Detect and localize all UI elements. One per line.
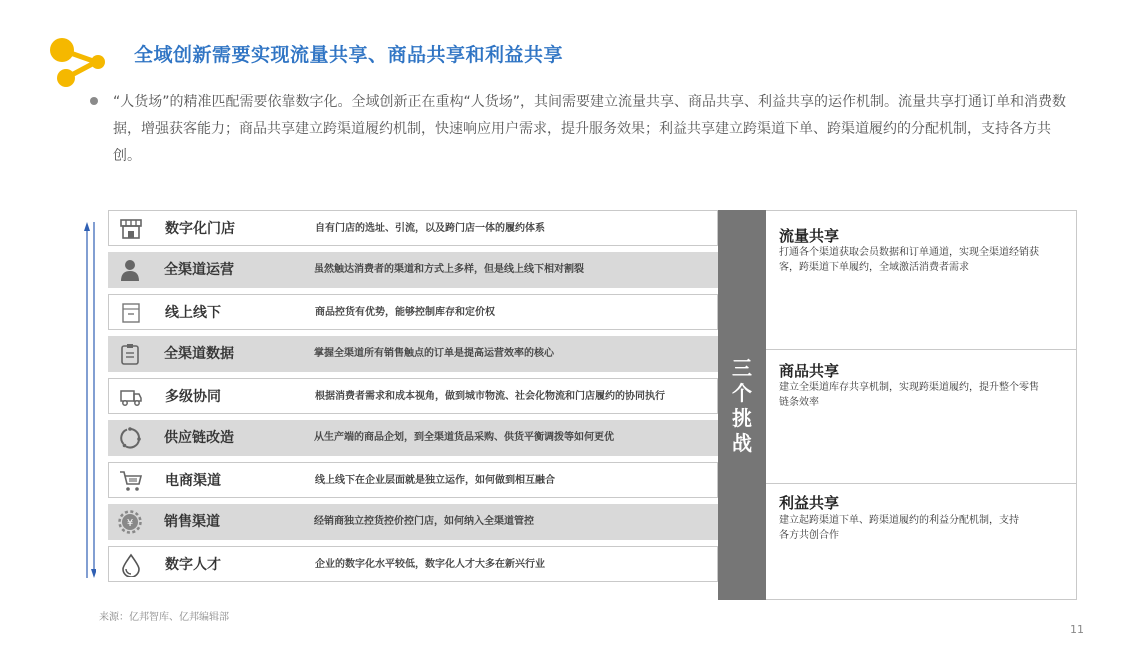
row-desc: 商品控货有优势，能够控制库存和定价权	[315, 307, 495, 318]
row-ecommerce	[108, 462, 718, 498]
challenge-text: 建立起跨渠道下单、跨渠道履约的利益分配机制，支持各方共创合作	[779, 515, 1019, 541]
row-desc: 经销商独立控货控价控门店，如何纳入全渠道管控	[314, 516, 534, 527]
band-char: 挑	[732, 406, 752, 430]
band-char: 战	[732, 431, 752, 455]
row-desc: 掌握全渠道所有销售触点的订单是提高运营效率的核心	[314, 348, 554, 359]
band-label	[718, 356, 766, 456]
gear-icon	[118, 510, 142, 534]
row-name: 线上线下	[165, 305, 221, 321]
challenges-panel	[766, 210, 1077, 600]
clipboard-icon	[118, 342, 142, 366]
row-sales-channel	[108, 504, 718, 540]
row-desc: 虽然触达消费者的渠道和方式上多样，但是线上线下相对割裂	[314, 264, 584, 275]
row-desc: 根据消费者需求和成本视角，做到城市物流、社会化物流和门店履约的协同执行	[315, 391, 665, 402]
row-supply-chain	[108, 420, 718, 456]
bullet-dot	[90, 97, 98, 105]
source-note: 来源：亿邦智库、亿邦编辑部	[99, 612, 229, 623]
challenge-text: 建立全渠道库存共享机制，实现跨渠道履约，提升整个零售链条效率	[779, 382, 1039, 408]
row-digital-store	[108, 210, 718, 246]
row-name: 数字化门店	[165, 221, 235, 237]
row-name: 全渠道运营	[164, 262, 234, 278]
page-title: 全域创新需要实现流量共享、商品共享和利益共享	[134, 44, 564, 66]
challenge-heading: 流量共享	[779, 227, 840, 245]
share-logo-icon	[48, 36, 110, 92]
row-name: 电商渠道	[165, 473, 221, 489]
challenge-benefit	[766, 483, 1076, 600]
challenge-heading: 利益共享	[779, 494, 840, 512]
row-omni-data	[108, 336, 718, 372]
challenge-traffic	[766, 211, 1076, 349]
row-desc: 企业的数字化水平较低，数字化人才大多在新兴行业	[315, 559, 545, 570]
challenge-goods	[766, 349, 1076, 484]
challenges-band	[718, 210, 766, 600]
challenge-heading: 商品共享	[779, 362, 840, 380]
person-icon	[118, 258, 142, 282]
band-char: 个	[732, 381, 752, 405]
intro-paragraph: “人货场”的精准匹配需要依靠数字化。全域创新正在重构“人货场”，其间需要建立流量共享、商品共享、利益共享的运作机制。流量共享打通订单和消费数据，增强获客能力；商品共享建立跨渠道履约机制，快速响应用户需求，提升服务效果；利益共享建立跨渠道下单、跨渠道履约的分配机制，支持各方共创。	[113, 94, 1067, 164]
challenge-rows	[108, 210, 718, 582]
row-digital-talent	[108, 546, 718, 582]
row-online-offline	[108, 294, 718, 330]
row-name: 数字人才	[165, 557, 221, 573]
truck-icon	[119, 385, 143, 409]
cart-icon	[119, 469, 143, 493]
page-number: 11	[1070, 623, 1084, 636]
svg-text:¥: ¥	[126, 518, 134, 529]
row-name: 销售渠道	[164, 514, 220, 530]
row-name: 全渠道数据	[164, 346, 234, 362]
cycle-icon	[118, 426, 142, 450]
drop-icon	[119, 553, 143, 577]
row-desc: 自有门店的选址、引流，以及跨门店一体的履约体系	[315, 223, 545, 234]
row-omni-ops	[108, 252, 718, 288]
row-multilevel	[108, 378, 718, 414]
row-desc: 线上线下在企业层面就是独立运作，如何做到相互融合	[315, 475, 555, 486]
band-char: 三	[732, 356, 752, 380]
store-icon	[119, 217, 143, 241]
row-desc: 从生产端的商品企划，到全渠道货品采购、供货平衡调拨等如何更优	[314, 432, 614, 443]
box-icon	[119, 301, 143, 325]
row-name: 多级协同	[165, 389, 221, 405]
double-arrow-icon	[84, 222, 96, 578]
challenge-text: 打通各个渠道获取会员数据和订单通道，实现全渠道经销获客，跨渠道下单履约，全域激活消费者需求	[779, 247, 1039, 273]
row-name: 供应链改造	[164, 430, 234, 446]
